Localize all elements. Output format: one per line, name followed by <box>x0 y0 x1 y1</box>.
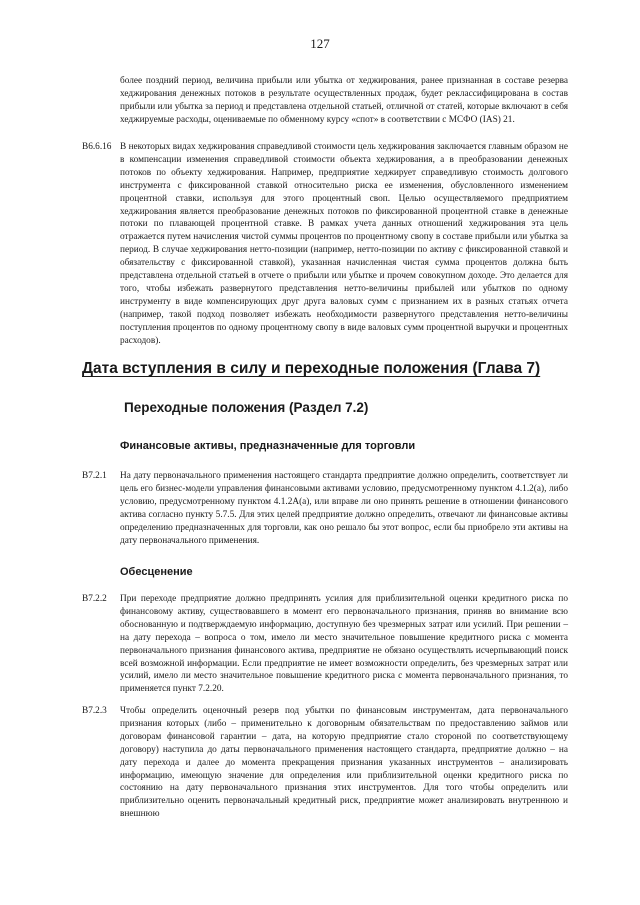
subheading-impairment: Обесценение <box>120 566 193 578</box>
paragraph-continuation: более поздний период, величина прибыли или убытка от хеджирования, ранее признанная в составе резерва хеджирования денежных потоков в результате осуществленных продаж, будет реклассифицирована в состав прибыли или убытка за период и представлена отдельной статьей, отличной от статей, которые включают в себя хеджируемые расходы, оцениваемые по обменному курсу «спот» в соответствии с МСФО (IAS) 21. <box>120 76 568 125</box>
paragraph-number-b722: B7.2.2 <box>82 594 107 604</box>
paragraph-b723: Чтобы определить оценочный резерв под убытки по финансовым инструментам, дата первоначального признания которых (либо – применительно к договорным обязательствам по предоставлению займов или договорам финансовой гарантии – дата, на которую предприятие стало стороной по соответствующему договору) наступила до даты первоначального применения настоящего стандарта, предприятие должно – на дату перехода и далее до момента прекращения признания указанных инструментов – анализировать информацию, имеющую значение для определения или приблизительной оценки кредитного риска по состоянию на дату первоначального признания этих инструментов. Для того чтобы определить или приблизительно оценить первоначальный кредитный риск, предприятие может анализировать внутреннюю и внешнюю <box>120 706 568 820</box>
paragraph-b721: На дату первоначального применения настоящего стандарта предприятие должно определить, соответствует ли цель его бизнес-модели управления финансовыми активами условию, предусмотренному пунктом 4.1.2(a), либо условию, предусмотренному пунктом 4.1.2A(a), или вправе ли оно принять решение в отношении финансового актива согласно пункту 5.7.5. Для этих целей предприятие должно определить, отвечают ли финансовые активы определению предназначенных для торговли, как оно решало бы этот вопрос, если бы приобрело эти активы на дату первоначального применения. <box>120 471 568 546</box>
paragraph-b722: При переходе предприятие должно предпринять усилия для приблизительной оценки кредитного риска по финансовому активу, существовавшего в момент его первоначального признания, приняв во внимание всю обоснованную и подтверждаемую информацию, доступную без чрезмерных затрат или усилий. При решении – на дату перехода – вопроса о том, имело ли место значительное повышение кредитного риска с момента первоначального признания финансового актива, предприятие не обязано осуществлять исчерпывающий поиск всей возможной информации. Если предприятие не имеет возможности определить, без чрезмерных затрат или усилий, имело ли место значительное повышение кредитного риска с момента первоначального признания, то применяется пункт 7.2.20. <box>120 594 568 695</box>
paragraph-number-b723: B7.2.3 <box>82 706 107 716</box>
subheading-trading-assets: Финансовые активы, предназначенные для торговли <box>120 440 416 452</box>
chapter-heading: Дата вступления в силу и переходные положения (Глава 7) <box>82 360 541 377</box>
paragraph-b6616: В некоторых видах хеджирования справедливой стоимости цель хеджирования заключается главным образом не в компенсации изменения справедливой стоимости объекта хеджирования, а в преобразовании денежных потоков по объекту хеджирования. Например, предприятие хеджирует справедливую стоимость долгового инструмента с фиксированной ставкой относительно риска ее изменения, обусловленного изменением процентной ставки, используя для этого процентный своп. Целью осуществляемого предприятием хеджирования является преобразование денежных потоков по фиксированной процентной ставке в денежные потоки по плавающей процентной ставке. В рамках учета данных отношений хеджирования эта цель отражается путем начисления чистой суммы процентов по процентному свопу в составе прибыли или убытка за период. В случае хеджирования нетто-позиции (например, нетто-позиции по активу с фиксированной ставкой и обязательству с фиксированной ставкой), указанная начисленная чистая сумма процентов должна быть представлена отдельной статьей в отчете о прибыли или убытке и прочем совокупном доходе. Это делается для того, чтобы избежать развернутого представления нетто-величины прибылей или убытков по одному инструменту в виде компенсирующих друг друга валовых сумм с признанием их в разных статьях отчета (например, такой подход позволяет избежать необходимости развернутого представления нетто-величины поступления процентов по одному процентному свопу в виде валовых сумм процентной выручки и процентных расходов). <box>120 142 568 346</box>
paragraph-number-b721: B7.2.1 <box>82 471 107 481</box>
paragraph-number-b6616: B6.6.16 <box>82 142 112 152</box>
section-heading: Переходные положения (Раздел 7.2) <box>124 400 369 415</box>
page-number: 127 <box>310 36 330 51</box>
